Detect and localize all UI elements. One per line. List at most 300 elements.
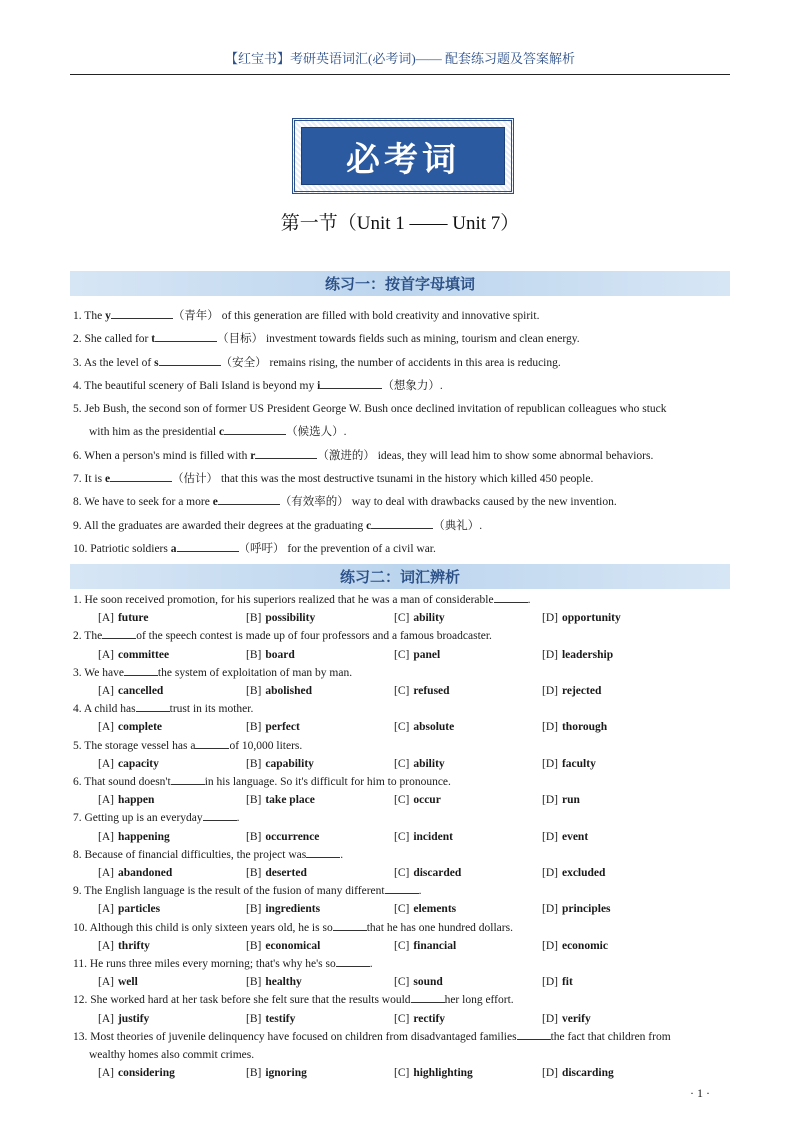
option-row [73, 718, 733, 736]
item-text: . [340, 848, 344, 861]
option-b[interactable] [246, 973, 394, 991]
option-text: run [561, 794, 580, 807]
first-letter: r [250, 449, 256, 462]
option-label: [C] [394, 721, 410, 734]
item-number: 2. [73, 333, 82, 346]
option-text: occurrence [265, 830, 320, 843]
option-row [73, 937, 733, 955]
chinese-hint: （目标） [217, 333, 264, 346]
answer-blank[interactable] [171, 773, 205, 785]
option-label: [D] [542, 830, 558, 843]
option-label: [C] [394, 867, 410, 880]
exercise2-stem [73, 700, 733, 718]
item-number: 3. [73, 666, 82, 679]
header-rule [70, 74, 730, 75]
first-letter: c [366, 519, 372, 532]
item-text: Patriotic soldiers [90, 542, 171, 555]
exercise1-list [73, 305, 733, 561]
item-text: that this was the most destructive tsunami in the history which killed 450 people. [218, 473, 594, 486]
option-text: future [117, 612, 149, 625]
option-a[interactable] [98, 609, 246, 627]
answer-blank[interactable] [110, 470, 172, 482]
first-letter: s [154, 356, 159, 369]
option-label: [D] [542, 1067, 558, 1080]
exercise1-item-continuation [73, 421, 733, 444]
first-letter: i [317, 379, 321, 392]
exercise1-item [73, 538, 733, 561]
item-text: Although this child is only sixteen years old, he is so [89, 921, 333, 934]
option-d[interactable] [542, 828, 690, 846]
first-letter: e [104, 473, 111, 486]
option-row [73, 682, 733, 700]
exercise2-stem [73, 991, 733, 1009]
exercise1-item [73, 305, 733, 328]
option-label: [D] [542, 648, 558, 661]
running-header: 【红宝书】考研英语词汇(必考词)—— 配套练习题及答案解析 [225, 51, 575, 66]
chinese-hint: （估计） [172, 473, 219, 486]
exercise2-stem [73, 1028, 733, 1046]
answer-blank[interactable] [124, 664, 158, 676]
exercise2-stem [73, 809, 733, 827]
title-banner: 必考词 [301, 127, 505, 185]
option-label: [A] [98, 1067, 114, 1080]
section-title: 第一节（Unit 1 —— Unit 7） [280, 213, 520, 234]
option-label: [B] [246, 612, 262, 625]
option-d[interactable] [542, 1010, 690, 1028]
answer-blank[interactable] [371, 517, 433, 529]
option-label: [D] [542, 1012, 558, 1025]
option-b[interactable] [246, 682, 394, 700]
item-text: As the level of [83, 356, 155, 369]
option-a[interactable] [98, 937, 246, 955]
answer-blank[interactable] [177, 540, 239, 552]
item-text: way to deal with drawbacks caused by the new invention. [348, 496, 617, 509]
chinese-hint: （激进的） [317, 449, 375, 462]
title-banner-frame [292, 118, 514, 194]
item-number: 12. [73, 994, 88, 1007]
option-label: [A] [98, 939, 114, 952]
item-number: 8. [73, 848, 82, 861]
option-c[interactable] [394, 900, 542, 918]
option-row [73, 900, 733, 918]
option-text: economical [265, 939, 321, 952]
exercise2-stem [73, 773, 733, 791]
option-a[interactable] [98, 682, 246, 700]
option-b[interactable] [246, 791, 394, 809]
option-d[interactable] [542, 682, 690, 700]
option-row [73, 791, 733, 809]
option-row [73, 973, 733, 991]
exercise2-stem [73, 919, 733, 937]
item-text: of this generation are filled with bold creativity and innovative spirit. [218, 310, 540, 322]
option-label: [B] [246, 757, 262, 770]
item-number: 1. [73, 594, 82, 606]
item-text: All the graduates are awarded their degrees at the graduating [83, 519, 367, 532]
option-text: thorough [561, 721, 608, 734]
option-text: ignoring [265, 1067, 307, 1080]
item-text: A child has [83, 703, 136, 716]
item-number: 3. [73, 356, 82, 369]
option-c[interactable] [394, 1010, 542, 1028]
option-label: [B] [246, 648, 262, 661]
option-label: [D] [542, 757, 558, 770]
chinese-hint: （想象力） [382, 379, 440, 392]
option-text: healthy [265, 976, 302, 989]
option-label: [C] [394, 1012, 410, 1025]
option-text: complete [117, 721, 163, 734]
option-label: [C] [394, 939, 410, 952]
option-label: [A] [98, 903, 114, 916]
option-d[interactable] [542, 755, 690, 773]
chinese-hint: （典礼） [433, 519, 480, 532]
option-label: [C] [394, 794, 410, 807]
option-d[interactable] [542, 646, 690, 664]
option-label: [D] [542, 976, 558, 989]
chinese-hint: （有效率的） [279, 496, 349, 509]
option-label: [A] [98, 612, 114, 625]
item-text: Most theories of juvenile delinquency have focused on children from disadvantaged families [90, 1030, 517, 1043]
option-label: [A] [98, 976, 114, 989]
item-text: The beautiful scenery of Bali Island is beyond my [84, 379, 318, 392]
item-text: The [84, 630, 103, 643]
option-label: [C] [394, 976, 410, 989]
item-text: The storage vessel has a [84, 739, 196, 752]
option-text: sound [413, 976, 443, 989]
item-text: We have [84, 666, 124, 679]
item-number: 4. [73, 379, 82, 392]
item-number: 5. [73, 739, 82, 752]
option-label: [A] [98, 1012, 114, 1025]
option-row [73, 828, 733, 846]
option-label: [D] [542, 612, 558, 625]
option-a[interactable] [98, 755, 246, 773]
option-c[interactable] [394, 609, 542, 627]
option-label: [D] [542, 939, 558, 952]
option-text: possibility [265, 612, 316, 625]
first-letter: y [105, 310, 111, 322]
option-label: [D] [542, 867, 558, 880]
item-text: The [84, 310, 106, 322]
option-text: committee [117, 648, 170, 661]
option-text: discarded [413, 867, 462, 880]
item-text: He runs three miles every morning; that's why he's so [89, 958, 336, 971]
option-label: [A] [98, 794, 114, 807]
chinese-hint: （呼吁） [238, 542, 285, 555]
option-d[interactable] [542, 609, 690, 627]
item-text: her long effort. [444, 994, 514, 1007]
option-d[interactable] [542, 718, 690, 736]
item-text: When a person's mind is filled with [84, 449, 251, 462]
option-b[interactable] [246, 646, 394, 664]
item-text: ideas, they will lead him to show some abnormal behaviors. [374, 449, 654, 462]
answer-blank[interactable] [255, 447, 317, 459]
answer-blank[interactable] [159, 354, 221, 366]
option-b[interactable] [246, 900, 394, 918]
option-b[interactable] [246, 609, 394, 627]
option-c[interactable] [394, 937, 542, 955]
option-row [73, 1010, 733, 1028]
exercise1-item [73, 491, 733, 514]
option-text: ingredients [265, 903, 321, 916]
option-text: ability [413, 757, 445, 770]
option-label: [D] [542, 685, 558, 698]
item-text: . [369, 958, 373, 971]
answer-blank[interactable] [336, 955, 370, 967]
exercise1-item [73, 375, 733, 398]
answer-blank[interactable] [306, 846, 340, 858]
item-text: Getting up is an everyday [84, 812, 203, 825]
item-text: with him as the presidential [89, 426, 219, 439]
option-label: [C] [394, 903, 410, 916]
option-text: abandoned [117, 867, 173, 880]
option-text: opportunity [561, 612, 621, 625]
option-text: occur [413, 794, 441, 807]
option-label: [C] [394, 830, 410, 843]
answer-blank[interactable] [102, 627, 136, 639]
option-a[interactable] [98, 900, 246, 918]
option-a[interactable] [98, 791, 246, 809]
item-number: 1. [73, 310, 82, 322]
option-text: leadership [561, 648, 614, 661]
option-text: well [117, 976, 138, 989]
exercise2-stem [73, 627, 733, 645]
exercise2-stem [73, 591, 733, 609]
option-label: [B] [246, 867, 262, 880]
item-text: She called for [84, 333, 152, 346]
option-a[interactable] [98, 828, 246, 846]
option-a[interactable] [98, 973, 246, 991]
option-text: elements [413, 903, 457, 916]
option-b[interactable] [246, 718, 394, 736]
item-text: . [343, 426, 347, 439]
option-label: [C] [394, 757, 410, 770]
page-number: · 1 · [690, 1086, 710, 1100]
item-text: investment towards fields such as mining, tourism and clean energy. [263, 333, 580, 346]
exercise1-item [73, 515, 733, 538]
option-row [73, 1064, 733, 1082]
item-text: He soon received promotion, for his superiors realized that he was a man of considerable [84, 594, 494, 606]
option-text: principles [561, 903, 611, 916]
option-c[interactable] [394, 718, 542, 736]
answer-blank[interactable] [517, 1028, 551, 1040]
option-d[interactable] [542, 937, 690, 955]
item-text: . [479, 519, 483, 532]
option-c[interactable] [394, 973, 542, 991]
option-text: fit [561, 976, 573, 989]
item-text: trust in its mother. [169, 703, 254, 716]
option-text: ability [413, 612, 445, 625]
option-label: [C] [394, 648, 410, 661]
answer-blank[interactable] [136, 700, 170, 712]
option-d[interactable] [542, 1064, 690, 1082]
option-text: considering [117, 1067, 175, 1080]
option-b[interactable] [246, 1010, 394, 1028]
option-row [73, 609, 733, 627]
option-text: faculty [561, 757, 596, 770]
item-number: 10. [73, 542, 88, 555]
option-text: deserted [265, 867, 307, 880]
answer-blank[interactable] [218, 493, 280, 505]
option-label: [C] [394, 612, 410, 625]
item-number: 6. [73, 776, 82, 789]
option-label: [B] [246, 976, 262, 989]
option-label: [B] [246, 794, 262, 807]
option-b[interactable] [246, 755, 394, 773]
option-label: [B] [246, 903, 262, 916]
item-number: 5. [73, 403, 82, 416]
exercise1-title: 练习一：按首字母填词 [70, 271, 730, 296]
option-text: particles [117, 903, 161, 916]
first-letter: t [151, 333, 156, 346]
exercise1-item [73, 352, 733, 375]
option-text: happen [117, 794, 155, 807]
answer-blank[interactable] [494, 591, 528, 603]
item-text: remains rising, the number of accidents in this area is reducing. [266, 356, 561, 369]
option-text: capacity [117, 757, 159, 770]
item-text: of 10,000 liters. [229, 739, 303, 752]
item-text: the fact that children from [550, 1030, 671, 1043]
option-d[interactable] [542, 973, 690, 991]
item-text: Because of financial difficulties, the project was [84, 848, 307, 861]
option-text: abolished [265, 685, 313, 698]
exercise2-stem [73, 846, 733, 864]
exercise1-item [73, 328, 733, 351]
option-label: [B] [246, 1067, 262, 1080]
item-number: 7. [73, 812, 82, 825]
option-d[interactable] [542, 900, 690, 918]
option-c[interactable] [394, 755, 542, 773]
answer-blank[interactable] [203, 809, 237, 821]
option-b[interactable] [246, 937, 394, 955]
option-row [73, 864, 733, 882]
item-number: 6. [73, 449, 82, 462]
option-row [73, 755, 733, 773]
option-label: [C] [394, 685, 410, 698]
item-text: The English language is the result of the fusion of many different [84, 885, 385, 898]
option-label: [B] [246, 1012, 262, 1025]
option-b[interactable] [246, 1064, 394, 1082]
option-text: panel [413, 648, 441, 661]
option-text: discarding [561, 1067, 614, 1080]
option-label: [A] [98, 648, 114, 661]
item-text: . [527, 594, 531, 606]
option-label: [A] [98, 721, 114, 734]
answer-blank[interactable] [155, 330, 217, 342]
exercise2-stem [73, 737, 733, 755]
exercise1-item [73, 445, 733, 468]
option-c[interactable] [394, 646, 542, 664]
option-label: [D] [542, 794, 558, 807]
exercise2-list [73, 591, 733, 1082]
option-d[interactable] [542, 864, 690, 882]
option-text: perfect [265, 721, 300, 734]
item-number: 10. [73, 921, 88, 934]
option-text: refused [413, 685, 450, 698]
option-text: testify [265, 1012, 296, 1025]
option-a[interactable] [98, 1064, 246, 1082]
option-text: take place [265, 794, 315, 807]
exercise2-stem [73, 882, 733, 900]
first-letter: a [170, 542, 177, 555]
item-text: . [439, 379, 443, 392]
option-label: [A] [98, 830, 114, 843]
option-text: happening [117, 830, 170, 843]
option-text: incident [413, 830, 453, 843]
option-text: excluded [561, 867, 606, 880]
option-text: rejected [561, 685, 602, 698]
option-a[interactable] [98, 1010, 246, 1028]
answer-blank[interactable] [385, 882, 419, 894]
exercise2-stem-continuation: wealthy homes also commit crimes. [89, 1049, 255, 1062]
option-text: economic [561, 939, 608, 952]
first-letter: e [212, 496, 218, 509]
item-text: of the speech contest is made up of four professors and a famous broadcaster. [136, 630, 492, 643]
item-number: 4. [73, 703, 82, 716]
option-b[interactable] [246, 828, 394, 846]
option-text: justify [117, 1012, 150, 1025]
option-text: board [265, 648, 295, 661]
item-text: We have to seek for a more [84, 496, 213, 509]
option-label: [A] [98, 867, 114, 880]
item-number: 13. [73, 1030, 88, 1043]
option-c[interactable] [394, 1064, 542, 1082]
item-text: that he has one hundred dollars. [366, 921, 513, 934]
first-letter: c [219, 426, 225, 439]
option-text: highlighting [413, 1067, 473, 1080]
option-c[interactable] [394, 791, 542, 809]
option-label: [B] [246, 685, 262, 698]
option-a[interactable] [98, 864, 246, 882]
option-text: capability [265, 757, 314, 770]
answer-blank[interactable] [195, 737, 229, 749]
option-text: absolute [413, 721, 455, 734]
option-label: [B] [246, 939, 262, 952]
item-text: . [418, 885, 422, 898]
answer-blank[interactable] [333, 919, 367, 931]
answer-blank[interactable] [111, 307, 173, 319]
item-text: She worked hard at her task before she felt sure that the results would [90, 994, 411, 1007]
item-number: 8. [73, 496, 82, 509]
option-label: [D] [542, 903, 558, 916]
answer-blank[interactable] [224, 423, 286, 435]
option-label: [A] [98, 757, 114, 770]
option-c[interactable] [394, 828, 542, 846]
option-label: [D] [542, 721, 558, 734]
option-c[interactable] [394, 864, 542, 882]
item-number: 11. [73, 958, 87, 971]
option-label: [C] [394, 1067, 410, 1080]
item-text: That sound doesn't [84, 776, 171, 789]
option-a[interactable] [98, 718, 246, 736]
option-text: financial [413, 939, 457, 952]
item-text: It is [84, 473, 105, 486]
option-c[interactable] [394, 682, 542, 700]
option-label: [B] [246, 721, 262, 734]
item-text: Jeb Bush, the second son of former US President George W. Bush once declined invitation of republican colleagues who stuck [84, 403, 667, 416]
option-d[interactable] [542, 791, 690, 809]
exercise2-stem [73, 955, 733, 973]
option-text: verify [561, 1012, 591, 1025]
item-text: the system of exploitation of man by man. [157, 666, 353, 679]
answer-blank[interactable] [320, 377, 382, 389]
exercise2-stem [73, 664, 733, 682]
item-text: for the prevention of a civil war. [284, 542, 436, 555]
option-b[interactable] [246, 864, 394, 882]
option-text: thrifty [117, 939, 150, 952]
answer-blank[interactable] [411, 991, 445, 1003]
chinese-hint: （青年） [172, 310, 219, 322]
option-a[interactable] [98, 646, 246, 664]
